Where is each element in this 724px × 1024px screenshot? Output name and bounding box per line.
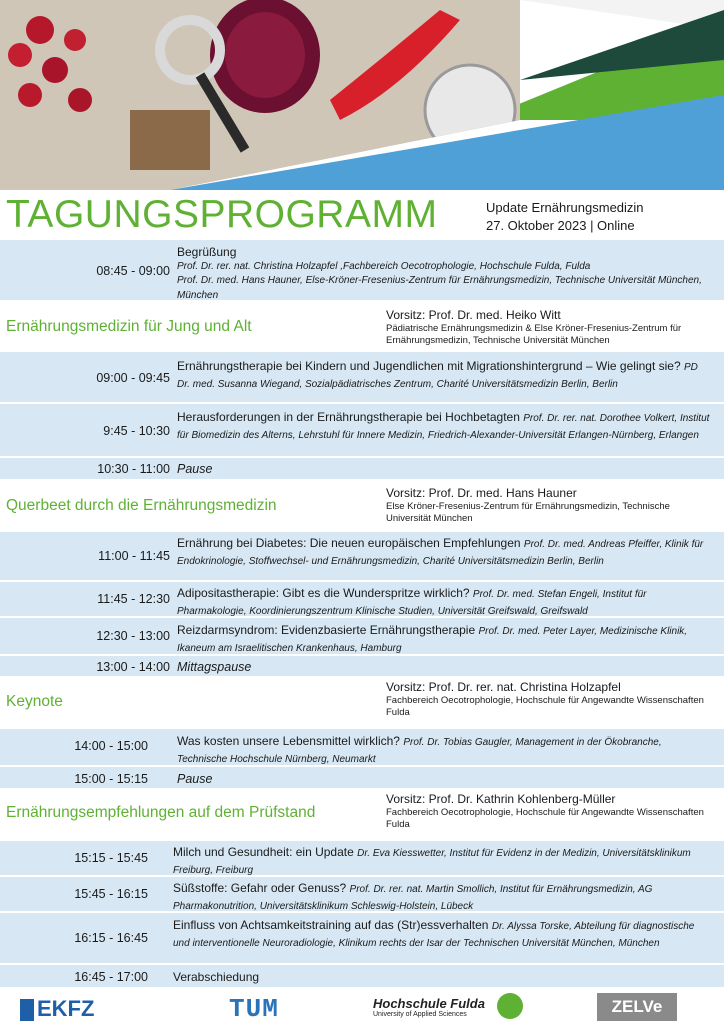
row-content	[177, 586, 712, 619]
row-speaker: Dr. Eva Kiesswetter, Institut für Evidenz in der Medizin, Universitätsklinikum Freiburg, Freiburg	[173, 848, 691, 876]
row-time: 12:30 - 13:00	[96, 629, 170, 643]
section-title: Ernährungsmedizin für Jung und Alt	[6, 318, 252, 335]
chair-affiliation: Pädiatrische Ernährungsmedizin & Else Kröner-Fresenius-Zentrum für Ernährungsmedizin, Technische Universität München	[386, 323, 682, 346]
row-time: 16:45 - 17:00	[74, 970, 148, 984]
row-speaker: PD Dr. med. Susanna Wiegand, Sozialpädiatrisches Zentrum, Charité Universitätsmedizin Berlin, Berlin	[177, 362, 698, 390]
section-header	[0, 791, 724, 841]
section-chair	[386, 680, 716, 719]
program-row	[0, 841, 724, 877]
row-content	[177, 536, 712, 569]
row-content	[177, 772, 712, 787]
row-title: Ernährung bei Diabetes: Die neuen europäischen Empfehlungen	[177, 536, 524, 550]
program-row	[0, 582, 724, 618]
row-title: Begrüßung	[177, 245, 237, 259]
ekfz-logo: EKFZ	[20, 996, 94, 1022]
row-speaker: Prof. Dr. med. Stefan Engeli, Institut für Pharmakologie, Koordinierungszentrum Klinische Studien, Universität Greifswald, Greifswald	[177, 589, 647, 617]
section-title: Keynote	[6, 693, 63, 710]
section-chair	[386, 308, 716, 347]
row-title: Süßstoffe: Gefahr oder Genuss?	[173, 881, 350, 895]
program-row-pause	[0, 656, 724, 678]
row-content	[173, 881, 712, 914]
row-title: Adipositastherapie: Gibt es die Wunderspritze wirklich?	[177, 586, 473, 600]
program-row	[0, 352, 724, 404]
row-content	[173, 918, 712, 951]
row-time: 16:15 - 16:45	[74, 931, 148, 945]
section-header	[0, 679, 724, 729]
row-time: 13:00 - 14:00	[96, 660, 170, 674]
header-banner	[0, 0, 724, 190]
program-row	[0, 618, 724, 656]
row-speaker: Prof. Dr. med. Andreas Pfeiffer, Klinik für Endokrinologie, Stoffwechsel- und Ernährungsmedizin, Charité Universitätsmedizin Berlin, Berlin	[177, 539, 704, 567]
program-row	[0, 240, 724, 302]
row-time: 9:45 - 10:30	[103, 424, 170, 438]
row-content	[177, 660, 712, 675]
row-title: Verabschiedung	[173, 970, 260, 984]
row-pause: Pause	[177, 462, 213, 476]
row-title: Ernährungstherapie bei Kindern und Jugendlichen mit Migrationshintergrund – Wie gelingt sie?	[177, 359, 684, 373]
chair-name: Vorsitz: Prof. Dr. rer. nat. Christina Holzapfel	[386, 680, 621, 694]
chair-name: Vorsitz: Prof. Dr. Kathrin Kohlenberg-Müller	[386, 792, 616, 806]
row-time: 11:45 - 12:30	[97, 592, 170, 606]
chair-name: Vorsitz: Prof. Dr. med. Hans Hauner	[386, 486, 577, 500]
program-row	[0, 532, 724, 582]
program-row	[0, 877, 724, 913]
program-row	[0, 404, 724, 458]
row-speaker: Prof. Dr. rer. nat. Dorothee Volkert, Institut für Biomedizin des Alterns, Lehrstuhl für Innere Medizin, Friedrich-Alexander-Universität Erlangen-Nürnberg, Erlangen	[177, 413, 710, 441]
row-time: 15:45 - 16:15	[74, 887, 148, 901]
row-time: 10:30 - 11:00	[97, 462, 170, 476]
chair-name: Vorsitz: Prof. Dr. med. Heiko Witt	[386, 308, 561, 322]
section-title: Ernährungsempfehlungen auf dem Prüfstand	[6, 804, 316, 821]
event-info	[486, 199, 644, 235]
row-speaker: Prof. Dr. rer. nat. Martin Smollich, Institut für Ernährungsmedizin, AG Pharmakonutrition, Universitätsklinikum Schleswig-Holstein, Lübeck	[173, 884, 653, 912]
row-content	[173, 845, 712, 878]
row-title: Was kosten unsere Lebensmittel wirklich?	[177, 734, 404, 748]
row-title: Milch und Gesundheit: ein Update	[173, 845, 358, 859]
tum-logo: TUM	[229, 994, 279, 1024]
section-chair	[386, 486, 716, 525]
row-title: Herausforderungen in der Ernährungstherapie bei Hochbetagten	[177, 410, 524, 424]
section-header	[0, 304, 724, 352]
row-content	[177, 462, 712, 477]
row-time: 15:00 - 15:15	[74, 772, 148, 786]
row-content	[177, 245, 712, 303]
row-time: 08:45 - 09:00	[96, 264, 170, 278]
row-time: 09:00 - 09:45	[96, 371, 170, 385]
sponsor-logos	[0, 990, 724, 1024]
row-speaker: Prof. Dr. Tobias Gaugler, Management in der Ökobranche, Technische Hochschule Nürnberg, Neumarkt	[177, 737, 662, 765]
row-pause: Mittagspause	[177, 660, 252, 674]
row-speaker: Prof. Dr. rer. nat. Christina Holzapfel ,Fachbereich Oecotrophologie, Hochschule Fulda, Fulda	[177, 260, 591, 272]
chair-affiliation: Fachbereich Oecotrophologie, Hochschule für Angewandte Wissenschaften Fulda	[386, 695, 704, 718]
section-chair	[386, 792, 716, 831]
row-speaker: Prof. Dr. med. Peter Layer, Medizinische Klinik, Ikaneum am Israelitischen Krankenhaus, Hamburg	[177, 626, 688, 654]
row-time: 11:00 - 11:45	[98, 549, 170, 563]
row-content	[177, 734, 712, 767]
row-content	[173, 970, 712, 985]
zelve-logo: ZELVe	[597, 993, 677, 1021]
row-title: Reizdarmsyndrom: Evidenzbasierte Ernährungstherapie	[177, 623, 479, 637]
program-row-pause	[0, 767, 724, 790]
row-title: Einfluss von Achtsamkeitstraining auf das (Str)essverhalten	[173, 918, 492, 932]
leaf-icon	[497, 993, 523, 1019]
row-speaker: Dr. Alyssa Torske, Abteilung für diagnostische und interventionelle Neuroradiologie, Klinikum rechts der Isar der Technischen Universität München, München	[173, 921, 695, 949]
event-name: Update Ernährungsmedizin	[486, 200, 644, 215]
row-content	[177, 359, 712, 392]
row-time: 14:00 - 15:00	[74, 739, 148, 753]
chair-affiliation: Fachbereich Oecotrophologie, Hochschule für Angewandte Wissenschaften Fulda	[386, 807, 704, 830]
section-header	[0, 483, 724, 531]
section-title: Querbeet durch die Ernährungsmedizin	[6, 497, 277, 514]
row-time: 15:15 - 15:45	[74, 851, 148, 865]
program-row-pause	[0, 458, 724, 481]
row-content	[177, 623, 712, 656]
event-date: 27. Oktober 2023 | Online	[486, 218, 635, 233]
row-pause: Pause	[177, 772, 213, 786]
program-row	[0, 965, 724, 989]
row-speaker: Prof. Dr. med. Hans Hauner, Else-Kröner-Fresenius-Zentrum für Ernährungsmedizin, Technische Universität München, München	[177, 275, 702, 301]
program-row	[0, 729, 724, 767]
chair-affiliation: Else Kröner-Fresenius-Zentrum für Ernährungsmedizin, Technische Universität München	[386, 501, 670, 524]
program-row	[0, 913, 724, 965]
page-title: TAGUNGSPROGRAMM	[6, 193, 438, 236]
row-content	[177, 410, 712, 443]
hochschule-fulda-logo: Hochschule Fulda University of Applied Sciences	[373, 996, 485, 1018]
